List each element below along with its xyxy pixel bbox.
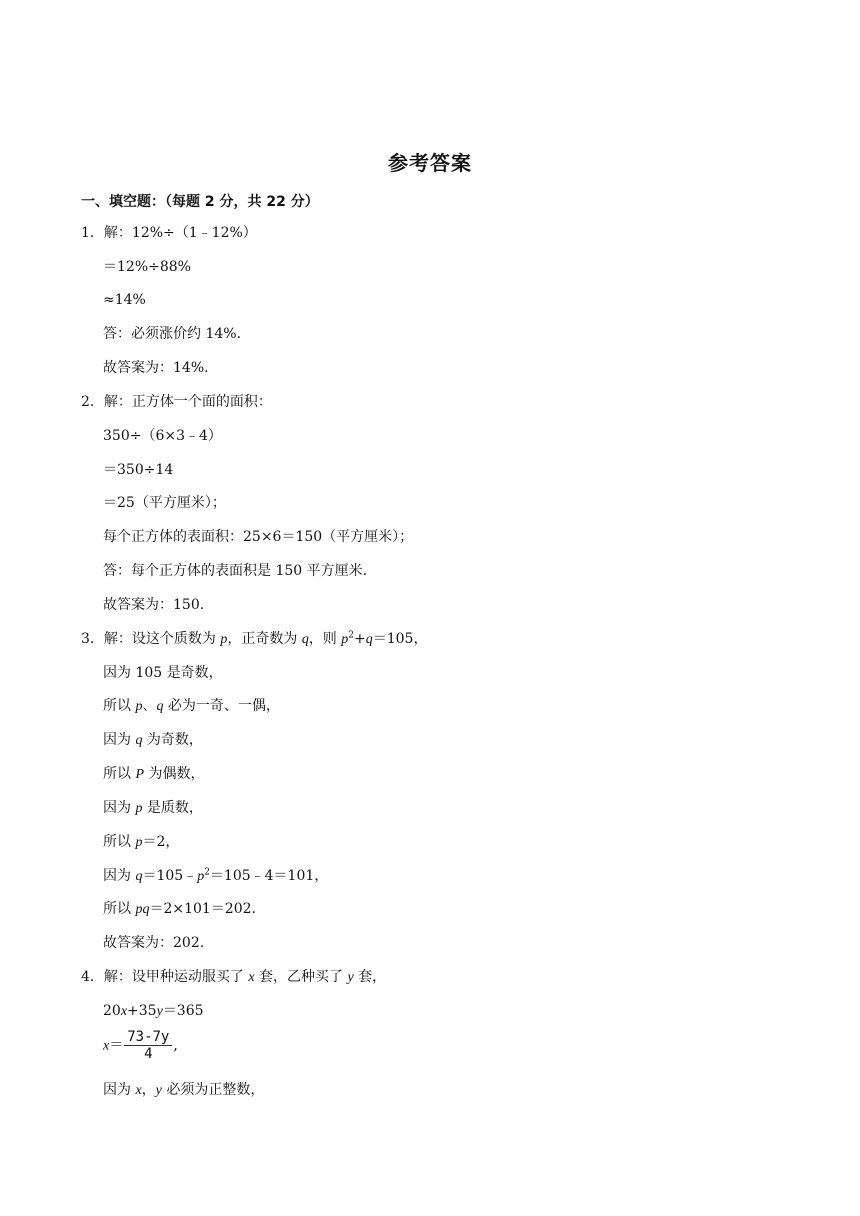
- q4-line-3: x＝ $\frac{73-7y}{4}$ ,: [103, 1029, 178, 1062]
- q2-line-3: ＝350÷14: [103, 462, 174, 478]
- q1-line-3: ≈14%: [103, 292, 146, 308]
- q3-line-1: 3．解：设这个质数为 p，正奇数为 q，则 $p^2+q=105$，: [81, 630, 428, 647]
- q2-line-7: 故答案为：150.: [103, 597, 205, 613]
- q1-line-4: 答：必须涨价约 14%.: [103, 326, 242, 342]
- q4-line-1: 4．解：设甲种运动服买了 x 套，乙种买了 y 套，: [81, 969, 387, 985]
- q3-line-5: 所以 P 为偶数，: [103, 766, 205, 782]
- q2-line-2: 350÷（6×3﹣4）: [103, 428, 222, 444]
- fraction-numerator: 73-7y: [124, 1029, 172, 1046]
- q3-line-8: 因为 $q=105﹣p^2=105﹣4=101$，: [103, 867, 329, 884]
- q3-line-7: 所以 p＝2，: [103, 834, 180, 850]
- section-heading: 一、填空题：（每题 2 分，共 22 分）: [81, 194, 319, 210]
- q3-line-6: 因为 p 是质数，: [103, 800, 203, 816]
- page-title: 参考答案: [388, 151, 472, 175]
- fraction: [124, 1029, 172, 1062]
- q4-line-4: 因为 x，y 必须为正整数，: [103, 1082, 265, 1098]
- q2-line-4: ＝25（平方厘米）；: [103, 495, 226, 511]
- q3-line-2: 因为 105 是奇数，: [103, 665, 223, 681]
- q1-line-1: 1．解：12%÷（1﹣12%）: [81, 225, 257, 241]
- q3-line-9: 所以 pq＝2×101＝202.: [103, 901, 256, 917]
- q3-line-3: 所以 p、q 必为一奇、一偶，: [103, 698, 280, 714]
- fraction-denominator: 4: [144, 1046, 153, 1062]
- q1-line-5: 故答案为：14%.: [103, 360, 209, 376]
- q3-line-10: 故答案为：202.: [103, 935, 205, 951]
- q3-line-4: 因为 q 为奇数，: [103, 732, 203, 748]
- q2-line-1: 2．解：正方体一个面的面积：: [81, 394, 272, 410]
- q2-line-6: 答：每个正方体的表面积是 150 平方厘米.: [103, 563, 368, 579]
- q4-line-2: 20x+35y＝365: [103, 1003, 204, 1019]
- q2-line-5: 每个正方体的表面积：25×6＝150（平方厘米）；: [103, 529, 414, 545]
- q1-line-2: ＝12%÷88%: [103, 259, 191, 275]
